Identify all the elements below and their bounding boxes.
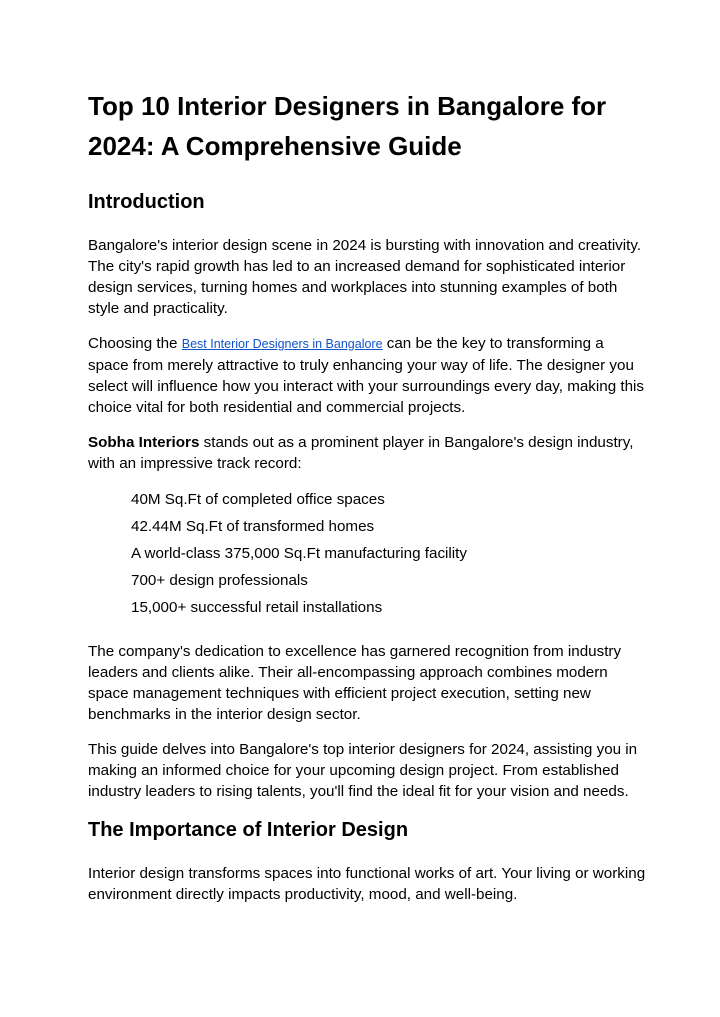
company-name: Sobha Interiors: [88, 434, 200, 451]
intro-paragraph-3: [88, 432, 648, 474]
intro-paragraph-5: This guide delves into Bangalore's top interior designers for 2024, assisting you in making an informed choice for your upcoming design project. From established industry leaders to rising talents, you'll find the ideal fit for your vision and needs.: [88, 741, 638, 800]
intro-paragraph-2-start: Choosing the: [88, 335, 182, 352]
list-item: A world-class 375,000 Sq.Ft manufacturing facility: [131, 545, 467, 562]
intro-paragraph-4: The company's dedication to excellence has garnered recognition from industry leaders and clients alike. Their all-encompassing approach combines modern space management techniques with efficient project execution, setting new benchmarks in the interior design sector.: [88, 643, 622, 723]
list-item: 700+ design professionals: [131, 572, 308, 589]
heading-importance: The Importance of Interior Design: [88, 819, 409, 841]
intro-paragraph-3-rest: stands out as a prominent player in Bangalore's design industry, with an impressive track record:: [88, 434, 634, 472]
company-facts-list: [88, 486, 648, 621]
document-page: [88, 86, 648, 905]
intro-paragraph-2: [88, 333, 648, 418]
intro-paragraph-2-end: can be the key to transforming a space from merely attractive to truly enhancing your way of life. The designer you select will influence how you interact with your surroundings every day, making this choice vital for both residential and commercial projects.: [88, 335, 645, 416]
heading-introduction: Introduction: [88, 191, 205, 213]
intro-paragraph-1: Bangalore's interior design scene in 2024 is bursting with innovation and creativity. The city's rapid growth has led to an increased demand for sophisticated interior design services, turning homes and workplaces into stunning examples of both style and practicality.: [88, 237, 642, 317]
best-interior-designers-link[interactable]: Best Interior Designers in Bangalore: [181, 337, 383, 351]
importance-paragraph-1: Interior design transforms spaces into functional works of art. Your living or working environment directly impacts productivity, mood, and well-being.: [88, 865, 646, 903]
list-item: 15,000+ successful retail installations: [131, 599, 383, 616]
list-item: 42.44M Sq.Ft of transformed homes: [131, 518, 375, 535]
list-item: 40M Sq.Ft of completed office spaces: [131, 491, 385, 508]
page-title: Top 10 Interior Designers in Bangalore for 2024: A Comprehensive Guide: [88, 91, 607, 161]
